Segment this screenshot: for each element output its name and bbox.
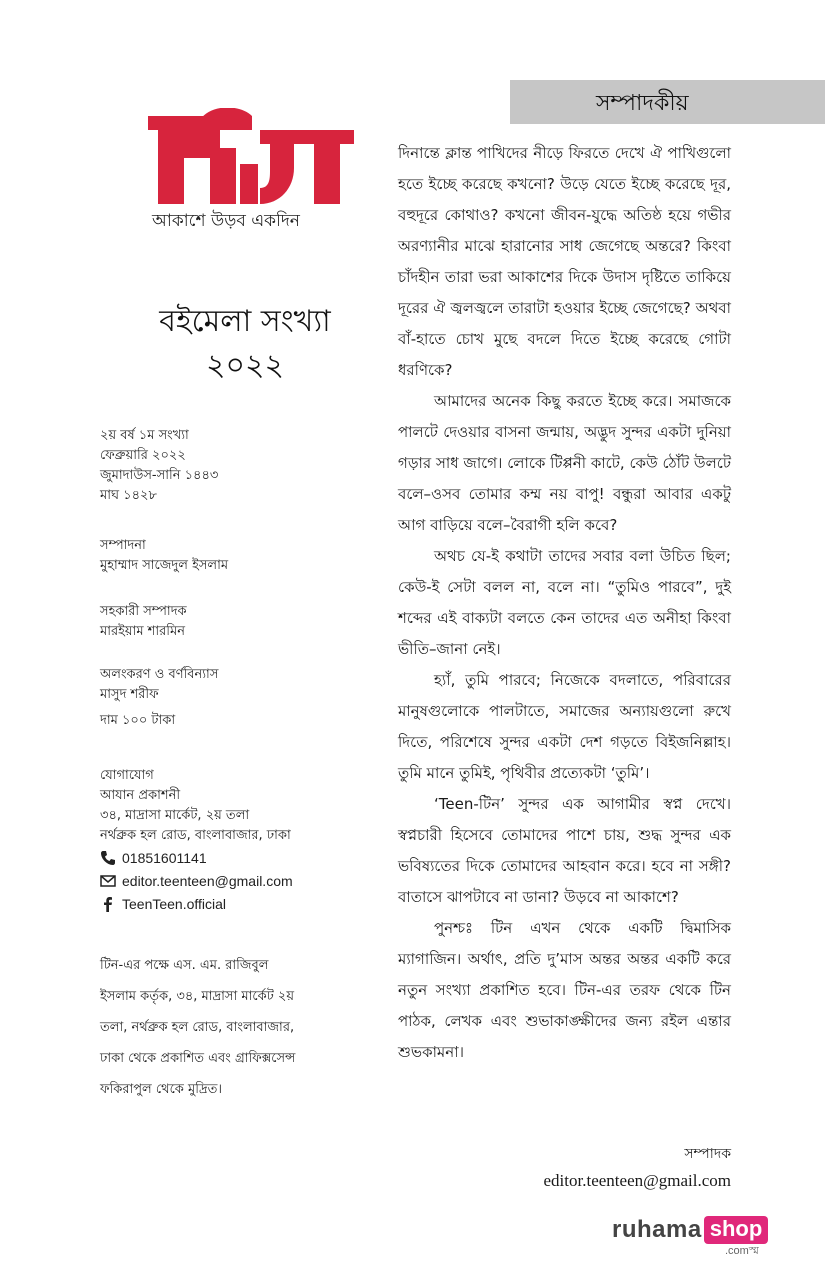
asst-editor-block [100,602,187,642]
printer-credit [100,950,345,1105]
phone-number[interactable]: 01851601141 [122,850,207,866]
editor-block [100,536,228,576]
editorial-paragraph: দিনান্তে ক্লান্ত পাখিদের নীড়ে ফিরতে দেখে ঐ পাখিগুলো হতে ইচ্ছে করেছে কখনো? উড়ে যেতে ইচ্ছে করেছে দূর, বহুদূরে কোথাও? কখনো জীবন-যুদ্ধে অতিষ্ঠ হয়ে গভীর অরণ্যানীর মাঝে হারানোর সাধ জেগেছে অন্তরে? কিংবা চাঁদহীন তারা ভরা আকাশের দিকে উদাস দৃষ্টিতে তাকিয়ে দূরের ঐ জ্বলজ্বলে তারাটা হওয়ার ইচ্ছে জেগেছে? অথবা বাঁ-হাতে চোখ মুছে বদলে দিতে ইচ্ছে করেছে গোটা ধরণিকে? [398,144,731,379]
facebook-link[interactable]: TeenTeen.official [122,896,227,912]
design-block [100,665,218,731]
phone-icon [100,850,116,866]
editorial-paragraph: অথচ যে-ই কথাটা তাদের সবার বলা উচিত ছিল; কেউ-ই সেটা বলল না, বলে না। “তুমিও পারবে”, দুই শব্দের এই বাক্যটা বলতে কেন তাদের এত অনীহা কিংবা ভীতি–জানা নেই। [398,547,731,658]
section-title: সম্পাদকীয় [596,91,689,116]
issue-meta [100,426,218,506]
month-text: ফেব্রুয়ারি ২০২২ [100,448,186,463]
asst-editor-name: মারইয়াম শারমিন [100,624,185,639]
editorial-paragraph: পুনশ্চঃ টিন এখন থেকে একটি দ্বিমাসিক ম্যাগাজিন। অর্থাৎ, প্রতি দু’মাস অন্তর অন্তর একটি করে নতুন সংখ্যা প্রকাশিত হবে। টিন-এর তরফ থেকে টিন পাঠক, লেখক এবং শুভাকাঙ্ক্ষীদের জন্য রইল এন্তার শুভকামনা। [398,919,731,1061]
envelope-icon [100,873,116,889]
facebook-icon [100,896,116,912]
editor-label: সম্পাদনা [100,538,146,553]
email-link[interactable]: editor.teenteen@gmail.com [122,873,293,889]
printer-line: ঢাকা থেকে প্রকাশিত এবং গ্রাফিক্সসেন্স [100,1051,296,1066]
editorial-email[interactable]: editor.teenteen@gmail.com [543,1171,731,1190]
email-row [100,871,293,891]
issue-title [140,300,350,388]
price-text: দাম ১০০ টাকা [100,713,176,728]
volume-text: ২য় বর্ষ ১ম সংখ্যা [100,428,189,443]
editorial-paragraph: ‘Teen-টিন’ সুন্দর এক আগামীর স্বপ্ন দেখে। স্বপ্নচারী হিসেবে তোমাদের পাশে চায়, শুদ্ধ সুন্দর এক ভবিষ্যতের দিকে তোমাদের আহবান করে। হবে না সঙ্গী? বাতাসে ঝাপটাবে না ডানা? উড়বে না আকাশে? [398,795,731,906]
bangla-date: মাঘ ১৪২৮ [100,488,157,503]
asst-editor-label: সহকারী সম্পাদক [100,604,187,619]
publisher-name: আযান প্রকাশনী [100,788,181,803]
phone-row [100,848,293,868]
issue-year: ২০২২ [205,348,285,383]
hijri-date: জুমাদাউস-সানি ১৪৪৩ [100,468,219,483]
design-name: মাসুদ শরীফ [100,687,159,702]
brand-part1: ruhama [612,1216,702,1243]
brand-part3: .comস্ম [725,1245,759,1257]
issue-title-line1: বইমেলা সংখ্যা [159,304,331,339]
facebook-row [100,894,293,914]
editor-signature: সম্পাদক [684,1146,731,1162]
design-label: অলংকরণ ও বর্ণবিন্যাস [100,667,219,682]
teen-logo [140,108,360,208]
printer-line: তলা, নর্থব্রুক হল রোড, বাংলাবাজার, [100,1020,295,1035]
contact-label: যোগাযোগ [100,768,154,783]
printer-line: ফকিরাপুল থেকে মুদ্রিত। [100,1082,223,1097]
printer-line: টিন-এর পক্ষে এস. এম. রাজিবুল [100,958,269,973]
printer-line: ইসলাম কর্তৃক, ৩৪, মাদ্রাসা মার্কেট ২য় [100,989,295,1004]
contact-block [100,766,293,914]
editorial-paragraph: হ্যাঁ, তুমি পারবে; নিজেকে বদলাতে, পরিবারের মানুষগুলোকে পালটাতে, সমাজের অন্যায়গুলো রুখে দিতে, পরিশেষে সুন্দর একটা দেশ গড়তে বিইজনিল্লাহ। তুমি মানে তুমিই, পৃথিবীর প্রত্যেকটা ‘তুমি’। [398,671,731,782]
logo-tagline: আকাশে উড়ব একদিন [152,211,300,231]
address-line2: নর্থব্রুক হল রোড, বাংলাবাজার, ঢাকা [100,828,291,843]
editorial-body [398,138,731,1068]
editorial-paragraph: আমাদের অনেক কিছু করতে ইচ্ছে করে। সমাজকে পালটে দেওয়ার বাসনা জন্মায়, অদ্ভুদ সুন্দর একটা দুনিয়া গড়ার সাধ জাগে। লোকে টিপ্পনী কাটে, কেউ ঠোঁট উলটে বলে–ওসব তোমার কম্ম নয় বাপু! বন্ধুরা আবার একটু আগ বাড়িয়ে বলে–বৈরাগী হলি কবে? [398,392,731,534]
brand-part2: shop [704,1216,769,1244]
editor-name: মুহাম্মাদ সাজেদুল ইসলাম [100,558,229,573]
address-line1: ৩৪, মাদ্রাসা মার্কেট, ২য় তলা [100,808,250,823]
